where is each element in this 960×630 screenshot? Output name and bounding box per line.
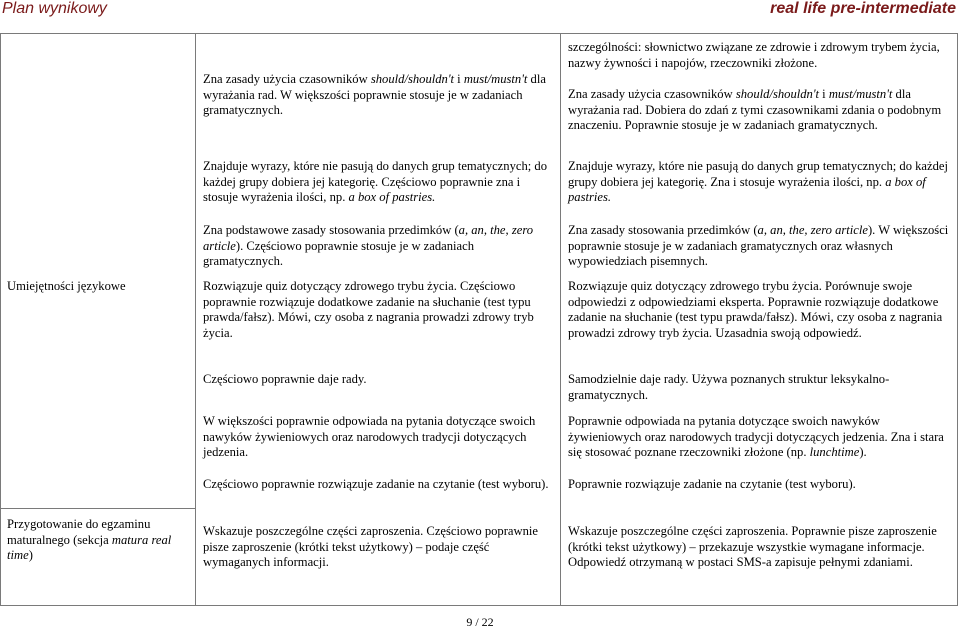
right-criterion-writing: Wskazuje poszczególne części zaproszenia. Poprawnie pisze zaproszenie (krótki tekst użytkowy) – przekazuje wszystkie wymagane informacje. Odpowiedź otrzymaną w postaci SMS-a zapisuje pełnymi zdaniami.	[568, 524, 937, 569]
column-divider	[560, 34, 561, 605]
right-criterion-listening: Rozwiązuje quiz dotyczący zdrowego trybu życia. Porównuje swoje odpowiedzi z odpowiedziami eksperta. Poprawnie rozwiązuje dodatkowe zadanie na słuchanie (test typu prawda/fałsz). Mówi, czy osoba z nagrania prowadzi zdrowy tryb życia. Uzasadnia swoją odpowiedź.	[568, 279, 943, 340]
mid-criterion-vocabulary: Znajduje wyrazy, które nie pasują do danych grup tematycznych; do każdej grupy dobiera jej kategorię. Częściowo poprawnie zna i stosuje wyrażenia ilości, np. a box of pastries.	[203, 159, 547, 204]
right-criterion-vocabulary: Znajduje wyrazy, które nie pasują do danych grup tematycznych; do każdej grupy dobiera jej kategorię. Zna i stosuje wyrażenia ilości, np. a box of pastries.	[568, 159, 949, 204]
mid-criterion-speaking: W większości poprawnie odpowiada na pytania dotyczące swoich nawyków żywieniowych oraz narodowych tradycji dotyczących jedzenia.	[203, 414, 536, 459]
right-criterion-articles: Zna zasady stosowania przedimków (a, an, the, zero article). W większości poprawnie stosuje je w zadaniach gramatycznych oraz własnych wypowiedziach pisemnych.	[568, 223, 949, 268]
column-divider	[195, 34, 196, 605]
mid-criterion-advice: Częściowo poprawnie daje rady.	[203, 372, 367, 386]
mid-criterion-writing: Wskazuje poszczególne części zaproszenia. Częściowo poprawnie pisze zaproszenie (krótki tekst użytkowy) – podaje część wymaganych informacji.	[203, 524, 538, 569]
mid-criterion-listening: Rozwiązuje quiz dotyczący zdrowego trybu życia. Częściowo poprawnie rozwiązuje dodatkowe zadanie na słuchanie (test typu prawda/fałsz). Mówi, czy osoba z nagrania prowadzi zdrowy tryb życia.	[203, 279, 534, 340]
document-title: Plan wynikowy	[2, 0, 107, 17]
right-criterion-speaking: Poprawnie odpowiada na pytania dotyczące swoich nawyków żywieniowych oraz narodowych tradycji dotyczących jedzenia. Zna i stara się stosować poznane rzeczowniki złożone (np. lunchtime).	[568, 414, 944, 459]
row-label-egzamin: Przygotowanie do egzaminu maturalnego (sekcja matura real time)	[7, 517, 172, 562]
right-criterion-advice: Samodzielnie daje rady. Używa poznanych struktur leksykalno-gramatycznych.	[568, 372, 890, 402]
row-label-jezykowe: Umiejętności językowe	[7, 279, 126, 293]
mid-criterion-articles: Zna podstawowe zasady stosowania przedimków (a, an, the, zero article). Częściowo poprawnie stosuje je w zadaniach gramatycznych.	[203, 223, 534, 268]
plan-table	[0, 33, 958, 606]
page-indicator: 9 / 22	[466, 615, 494, 629]
mid-criterion-modals: Zna zasady użycia czasowników should/shouldn't i must/mustn't dla wyrażania rad. W większości poprawnie stosuje je w zadaniach gramatycznych.	[203, 72, 546, 117]
right-criterion-modals: Zna zasady użycia czasowników should/shouldn't i must/mustn't dla wyrażania rad. Dobiera do zdań z tymi czasownikami zdania o podobnym znaczeniu. Poprawnie stosuje je w zadaniach gramatycznych.	[568, 87, 942, 132]
right-criterion-lexis: szczególności: słownictwo związane ze zdrowie i zdrowym trybem życia, nazwy żywności i napojów, rzeczowniki złożone.	[568, 40, 940, 70]
course-title: real life pre-intermediate	[770, 0, 956, 17]
row-divider	[1, 508, 195, 509]
mid-criterion-reading: Częściowo poprawnie rozwiązuje zadanie na czytanie (test wyboru).	[203, 477, 549, 491]
right-criterion-reading: Poprawnie rozwiązuje zadanie na czytanie (test wyboru).	[568, 477, 856, 491]
